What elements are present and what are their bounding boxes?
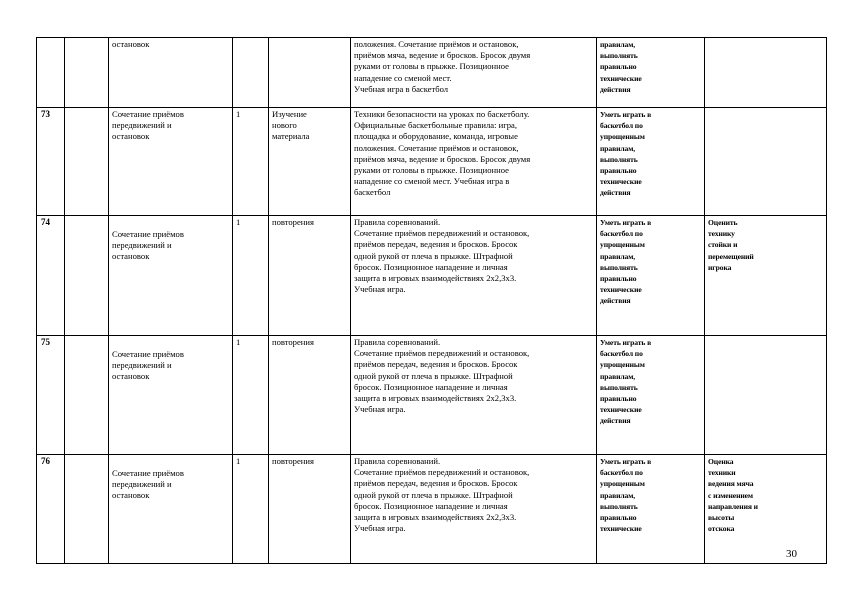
lesson-content: Техники безопасности на уроках по баскетболу. Официальные баскетбольные правила: игра, площадка и оборудование, команда, игровые положения. Сочетание приёмов и остановок, приёмов мяча, ведение и бросков. Бросок двумя руками от головы в прыжке. Позиционное нападение со сменой мест. Учебная игра в баскетбол xyxy=(351,108,597,216)
lesson-hours: 1 xyxy=(233,455,269,564)
lesson-type: повторения xyxy=(269,455,351,564)
lesson-content: положения. Сочетание приёмов и остановок, приёмов мяча, ведение и бросков. Бросок двумя руками от головы в прыжке. Позиционное нападение со сменой мест. Учебная игра в баскетбол xyxy=(351,38,597,108)
lesson-control: Оценить технику стойки и перемещений игрока xyxy=(705,216,827,336)
lesson-topic: остановок xyxy=(109,38,233,108)
lesson-hours: 1 xyxy=(233,336,269,455)
lesson-requirements: Уметь играть в баскетбол по упрощенным правилам, выполнять правильно технические действия xyxy=(597,216,705,336)
lesson-requirements: Уметь играть в баскетбол по упрощенным правилам, выполнять правильно технические действия xyxy=(597,108,705,216)
lesson-type: повторения xyxy=(269,216,351,336)
lesson-topic: Сочетание приёмов передвижений и остановок xyxy=(109,108,233,216)
lesson-topic: Сочетание приёмов передвижений и остановок xyxy=(109,336,233,455)
lesson-number: 76 xyxy=(37,455,65,564)
lesson-type: повторения xyxy=(269,336,351,455)
table-row xyxy=(37,108,827,216)
lesson-requirements: Уметь играть в баскетбол по упрощенным правилам, выполнять правильно технические действия xyxy=(597,336,705,455)
lesson-content: Правила соревнований. Сочетание приёмов передвижений и остановок, приёмов передач, ведения и бросков. Бросок одной рукой от плеча в прыжке. Штрафной бросок. Позиционное нападение и личная защита в игровых взаимодействиях 2х2,3х3. Учебная игра. xyxy=(351,216,597,336)
lesson-control xyxy=(705,38,827,108)
table-row xyxy=(37,216,827,336)
lesson-control: Оценка техники ведения мяча с изменением направления и высоты отскока xyxy=(705,455,827,564)
lesson-content: Правила соревнований. Сочетание приёмов передвижений и остановок, приёмов передач, ведения и бросков. Бросок одной рукой от плеча в прыжке. Штрафной бросок. Позиционное нападение и личная защита в игровых взаимодействиях 2х2,3х3. Учебная игра. xyxy=(351,336,597,455)
lesson-content: Правила соревнований. Сочетание приёмов передвижений и остановок, приёмов передач, ведения и бросков. Бросок одной рукой от плеча в прыжке. Штрафной бросок. Позиционное нападение и личная защита в игровых взаимодействиях 2х2,3х3. Учебная игра. xyxy=(351,455,597,564)
lesson-number: 74 xyxy=(37,216,65,336)
page-number: 30 xyxy=(786,548,797,560)
lesson-control xyxy=(705,108,827,216)
lesson-type xyxy=(269,38,351,108)
lesson-type: Изучение нового материала xyxy=(269,108,351,216)
table-row xyxy=(37,336,827,455)
lesson-plan-table xyxy=(36,37,827,564)
lesson-hours: 1 xyxy=(233,108,269,216)
lesson-topic: Сочетание приёмов передвижений и остановок xyxy=(109,216,233,336)
empty-cell xyxy=(65,38,109,108)
lesson-number: 75 xyxy=(37,336,65,455)
empty-cell xyxy=(65,455,109,564)
table-row xyxy=(37,455,827,564)
lesson-hours xyxy=(233,38,269,108)
lesson-control xyxy=(705,336,827,455)
lesson-number: 73 xyxy=(37,108,65,216)
table-row xyxy=(37,38,827,108)
lesson-number xyxy=(37,38,65,108)
empty-cell xyxy=(65,336,109,455)
lesson-topic: Сочетание приёмов передвижений и остановок xyxy=(109,455,233,564)
empty-cell xyxy=(65,108,109,216)
empty-cell xyxy=(65,216,109,336)
lesson-requirements: Уметь играть в баскетбол по упрощенным правилам, выполнять правильно технические xyxy=(597,455,705,564)
lesson-hours: 1 xyxy=(233,216,269,336)
lesson-requirements: правилам, выполнять правильно технические действия xyxy=(597,38,705,108)
